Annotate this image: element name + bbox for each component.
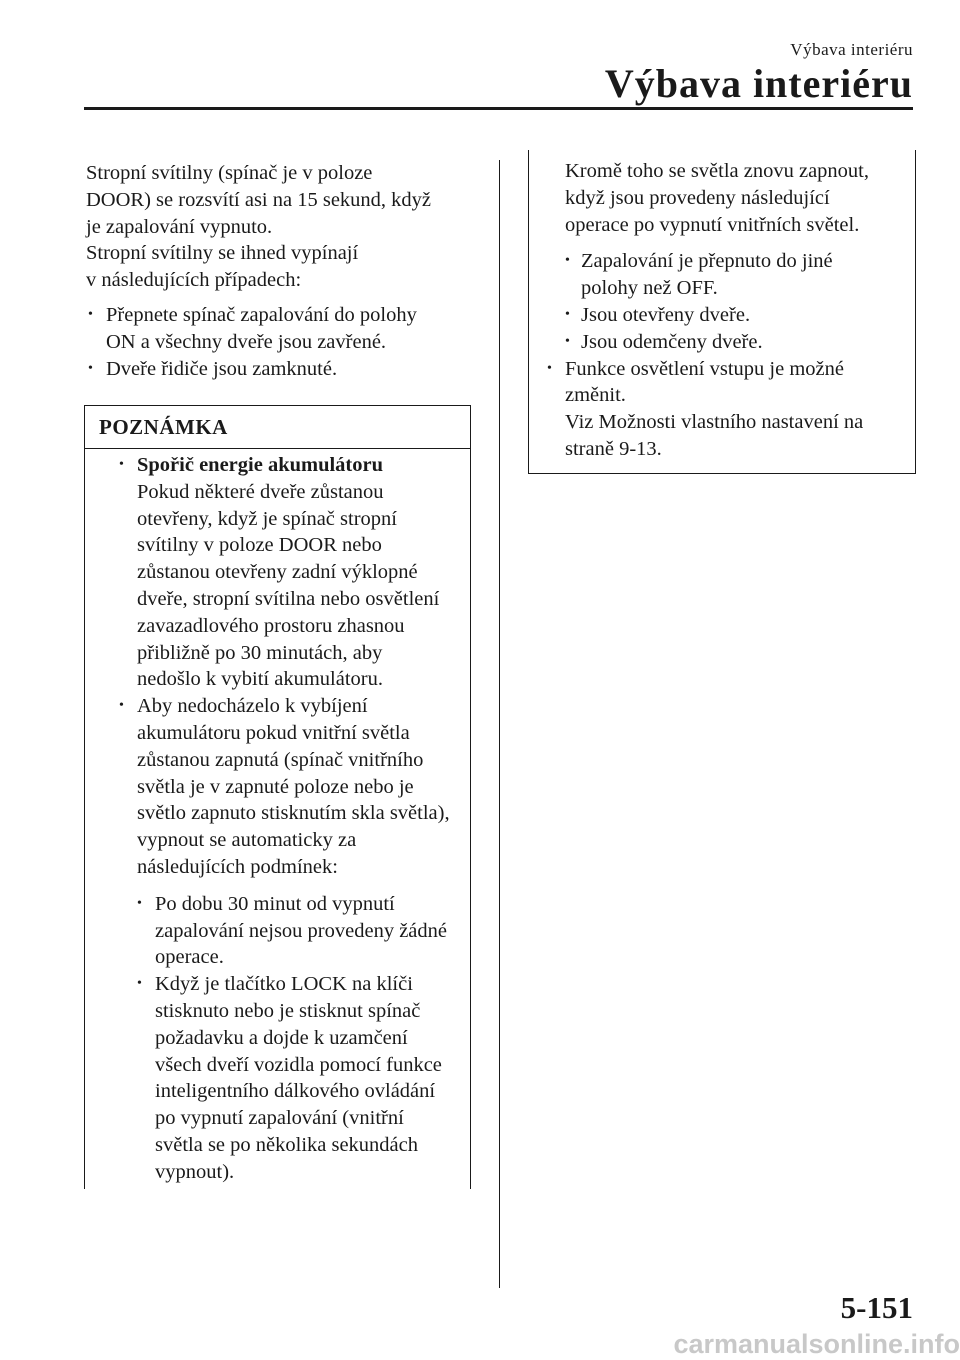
header-rule bbox=[84, 107, 913, 110]
text-line: v následujících případech: bbox=[86, 269, 302, 292]
text-line: straně 9-13. bbox=[565, 437, 662, 460]
text-line: Stropní svítilny (spínač je v poloze bbox=[86, 162, 373, 184]
list-item bbox=[85, 891, 470, 918]
bullet-icon: • bbox=[88, 360, 93, 376]
note-box bbox=[84, 405, 471, 1189]
text-line: dveře, stropní svítilna nebo osvětlení bbox=[137, 587, 440, 610]
text-line: stisknuto nebo je stisknut spínač bbox=[155, 999, 421, 1022]
bullet-icon: • bbox=[547, 360, 552, 376]
list-item-text: Aby nedocházelo k vybíjení bbox=[137, 695, 368, 718]
list-item-text: Po dobu 30 minut od vypnutí bbox=[155, 892, 395, 915]
text-line: Viz Možnosti vlastního nastavení na bbox=[565, 411, 864, 434]
note-body-continued bbox=[529, 158, 915, 463]
text-line: všech dveří vozidla pomocí funkce bbox=[155, 1053, 442, 1076]
list-item bbox=[529, 248, 915, 275]
text-line: zavazadlového prostoru zhasnou bbox=[137, 614, 405, 637]
list-item-text: Jsou odemčeny dveře. bbox=[581, 330, 763, 353]
bullet-icon: • bbox=[565, 306, 570, 322]
text-line: požadavku a dojde k uzamčení bbox=[155, 1026, 408, 1049]
list-item bbox=[529, 356, 915, 383]
text-line: světlo zapnuto stisknutím skla světla), bbox=[137, 802, 450, 825]
text-line: polohy než OFF. bbox=[581, 277, 718, 300]
bullet-icon: • bbox=[565, 333, 570, 349]
list-item-title: Spořič energie akumulátoru bbox=[137, 454, 383, 476]
text-line: Kromě toho se světla znovu zapnout, bbox=[565, 160, 870, 182]
text-line: když jsou provedeny následující bbox=[565, 186, 830, 209]
list-item bbox=[85, 452, 470, 479]
text-line: operace po vypnutí vnitřních světel. bbox=[565, 213, 860, 236]
text-line: nedošlo k vybití akumulátoru. bbox=[137, 668, 383, 691]
text-line: inteligentního dálkového ovládání bbox=[155, 1080, 436, 1103]
text-line: DOOR) se rozsvítí asi na 15 sekund, když bbox=[86, 188, 432, 211]
note-title: POZNÁMKA bbox=[85, 406, 470, 449]
column-divider bbox=[499, 160, 500, 1288]
text-line: následujících podmínek: bbox=[137, 855, 338, 878]
list-item bbox=[85, 693, 470, 720]
text-line: svítilny v poloze DOOR nebo bbox=[137, 534, 382, 557]
list-item-text: Jsou otevřeny dveře. bbox=[581, 303, 751, 326]
text-line: zůstanou zapnutá (spínač vnitřního bbox=[137, 748, 424, 771]
bullet-icon: • bbox=[137, 976, 142, 992]
text-line: zapalování nejsou provedeny žádné bbox=[155, 919, 448, 942]
list-item bbox=[85, 971, 470, 998]
watermark: carmanualsonline.info bbox=[673, 1329, 960, 1359]
text-line: světla se po několika sekundách bbox=[155, 1133, 419, 1156]
bullet-icon: • bbox=[119, 457, 124, 472]
list-item-text: Zapalování je přepnuto do jiné bbox=[581, 250, 833, 273]
text-line: vypnout se automaticky za bbox=[137, 829, 357, 852]
header-section-small: Výbava interiéru bbox=[790, 40, 913, 59]
list-item bbox=[529, 329, 915, 356]
bullet-icon: • bbox=[565, 253, 570, 269]
left-column bbox=[86, 160, 470, 382]
bullet-icon: • bbox=[137, 895, 142, 911]
header-section-title: Výbava interiéru bbox=[604, 61, 913, 106]
note-box-continued bbox=[528, 150, 916, 474]
text-line: vypnout). bbox=[155, 1160, 235, 1183]
text-line: světla je v zapnuté poloze nebo je bbox=[137, 775, 414, 798]
text-line: přibližně po 30 minutách, aby bbox=[137, 641, 383, 664]
text-line: Pokud některé dveře zůstanou bbox=[137, 480, 384, 503]
text-line: zůstanou otevřeny zadní výklopné bbox=[137, 561, 418, 584]
bullet-icon: • bbox=[88, 306, 93, 322]
list-item-text: Když je tlačítko LOCK na klíči bbox=[155, 973, 413, 996]
text-line: akumulátoru pokud vnitřní světla bbox=[137, 721, 410, 744]
list-item bbox=[86, 356, 470, 383]
bullet-icon: • bbox=[119, 698, 124, 714]
text-line: po vypnutí zapalování (vnitřní bbox=[155, 1107, 404, 1130]
text-line: ON a všechny dveře jsou zavřené. bbox=[106, 330, 387, 353]
note-body bbox=[85, 452, 470, 1186]
list-item-text: Funkce osvětlení vstupu je možné bbox=[565, 357, 844, 380]
text-line: změnit. bbox=[565, 384, 626, 407]
text-line: Stropní svítilny se ihned vypínají bbox=[86, 242, 359, 265]
page-number: 5-151 bbox=[840, 1290, 913, 1325]
text-line: je zapalování vypnuto. bbox=[86, 215, 273, 238]
text-line: otevřeny, když je spínač stropní bbox=[137, 507, 397, 530]
text-line: operace. bbox=[155, 946, 224, 969]
list-item bbox=[529, 302, 915, 329]
list-item-text: Přepnete spínač zapalování do polohy bbox=[106, 303, 417, 326]
list-item bbox=[86, 302, 470, 329]
list-item-text: Dveře řidiče jsou zamknuté. bbox=[106, 357, 338, 380]
